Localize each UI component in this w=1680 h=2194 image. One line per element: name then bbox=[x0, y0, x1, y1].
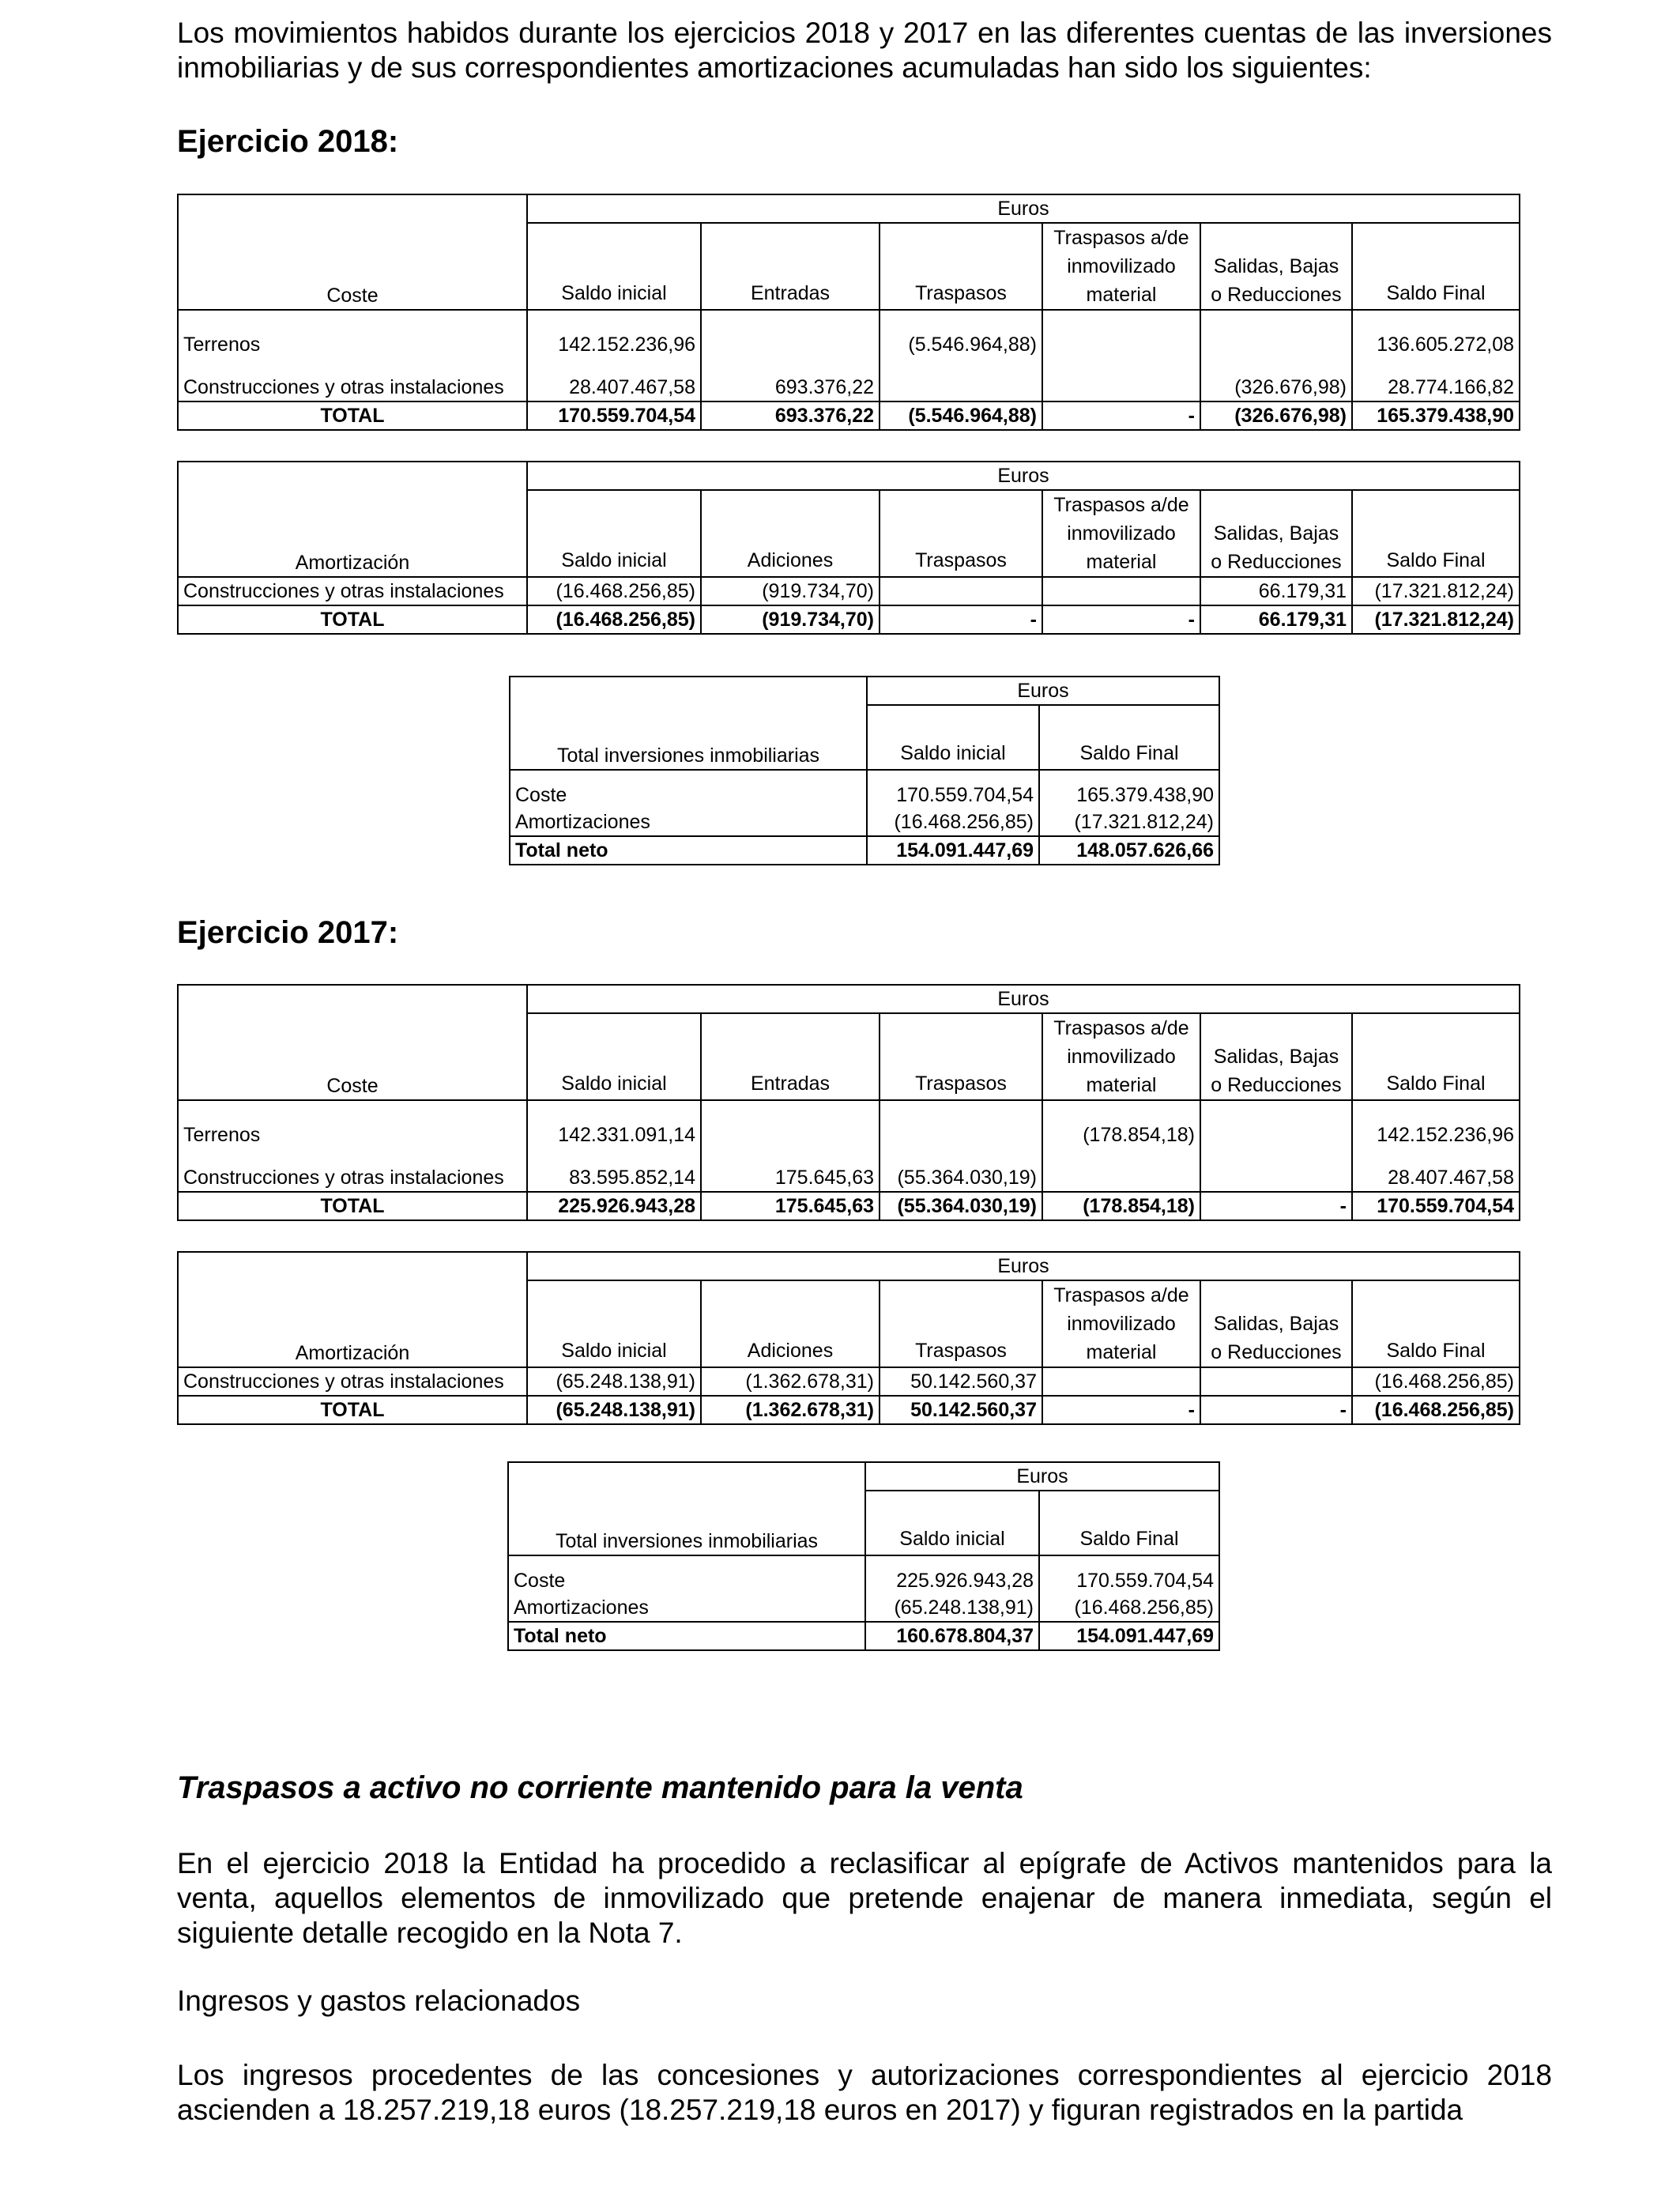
total-row: TOTAL 225.926.943,28 175.645,63 (55.364.030,19) (178.854,18) - 170.559.704,54 bbox=[178, 1192, 1520, 1220]
col-header-traspasos: Traspasos bbox=[880, 1013, 1042, 1100]
col-header-saldo-final: Saldo Final bbox=[1039, 705, 1219, 770]
col-header-concept: Coste bbox=[178, 194, 527, 310]
table-row: Terrenos 142.331.091,14 (178.854,18) 142.152.236,96 bbox=[178, 1100, 1520, 1148]
col-header-salidas: Salidas, Bajas o Reducciones bbox=[1200, 490, 1352, 577]
col-header-saldo-inicial: Saldo inicial bbox=[527, 490, 701, 577]
euros-header: Euros bbox=[527, 1252, 1520, 1280]
table-row: Construcciones y otras instalaciones (16.468.256,85) (919.734,70) 66.179,31 (17.321.812,24) bbox=[178, 577, 1520, 605]
col-header-traspasos-inmovilizado: Traspasos a/de inmovilizado material bbox=[1042, 1013, 1200, 1100]
col-header-adiciones: Adiciones bbox=[701, 1280, 880, 1367]
total-row: TOTAL 170.559.704,54 693.376,22 (5.546.964,88) - (326.676,98) 165.379.438,90 bbox=[178, 401, 1520, 430]
table-row: Construcciones y otras instalaciones (65.248.138,91) (1.362.678,31) 50.142.560,37 (16.468.256,85) bbox=[178, 1367, 1520, 1396]
col-header-salidas: Salidas, Bajas o Reducciones bbox=[1200, 223, 1352, 310]
col-header-traspasos-inmovilizado: Traspasos a/de inmovilizado material bbox=[1042, 1280, 1200, 1367]
total-row: Total neto 160.678.804,37 154.091.447,69 bbox=[508, 1622, 1219, 1650]
col-header-concept: Amortización bbox=[178, 1252, 527, 1367]
table-row: Construcciones y otras instalaciones 28.407.467,58 693.376,22 (326.676,98) 28.774.166,82 bbox=[178, 358, 1520, 401]
table-row: Amortizaciones (16.468.256,85) (17.321.812,24) bbox=[510, 809, 1219, 836]
col-header-traspasos: Traspasos bbox=[880, 490, 1042, 577]
total-row: TOTAL (16.468.256,85) (919.734,70) - - 66.179,31 (17.321.812,24) bbox=[178, 605, 1520, 634]
table-row: Coste 170.559.704,54 165.379.438,90 bbox=[510, 770, 1219, 809]
col-header-traspasos-inmovilizado: Traspasos a/de inmovilizado material bbox=[1042, 223, 1200, 310]
col-header-traspasos: Traspasos bbox=[880, 1280, 1042, 1367]
total-row: TOTAL (65.248.138,91) (1.362.678,31) 50.142.560,37 - - (16.468.256,85) bbox=[178, 1396, 1520, 1424]
col-header-adiciones: Adiciones bbox=[701, 490, 880, 577]
table-2017-total-inversiones bbox=[507, 1461, 1220, 1651]
intro-paragraph: Los movimientos habidos durante los ejercicios 2018 y 2017 en las diferentes cuentas de las inversiones inmobiliarias y de sus correspondientes amortizaciones acumuladas han sido los siguientes: bbox=[177, 17, 1552, 84]
col-header-salidas: Salidas, Bajas o Reducciones bbox=[1200, 1280, 1352, 1367]
col-header-saldo-inicial: Saldo inicial bbox=[527, 223, 701, 310]
ingresos-heading: Ingresos y gastos relacionados bbox=[177, 1985, 581, 2017]
table-2018-total-inversiones bbox=[509, 676, 1220, 865]
col-header-concept: Total inversiones inmobiliarias bbox=[510, 677, 867, 770]
table-2018-coste bbox=[177, 194, 1520, 431]
euros-header: Euros bbox=[527, 985, 1520, 1013]
total-row: Total neto 154.091.447,69 148.057.626,66 bbox=[510, 836, 1219, 865]
col-header-saldo-inicial: Saldo inicial bbox=[527, 1013, 701, 1100]
euros-header: Euros bbox=[527, 462, 1520, 490]
col-header-saldo-final: Saldo Final bbox=[1352, 1280, 1520, 1367]
table-2017-coste bbox=[177, 984, 1520, 1221]
table-row: Amortizaciones (65.248.138,91) (16.468.256,85) bbox=[508, 1594, 1219, 1622]
table-row: Coste 225.926.943,28 170.559.704,54 bbox=[508, 1555, 1219, 1594]
euros-header: Euros bbox=[527, 194, 1520, 223]
ingresos-paragraph: Los ingresos procedentes de las concesiones y autorizaciones correspondientes al ejercicio 2018 ascienden a 18.257.219,18 euros (18.257.219,18 euros en 2017) y figuran registrados en la partida bbox=[177, 2059, 1552, 2126]
col-header-saldo-inicial: Saldo inicial bbox=[527, 1280, 701, 1367]
col-header-entradas: Entradas bbox=[701, 1013, 880, 1100]
col-header-saldo-final: Saldo Final bbox=[1352, 223, 1520, 310]
col-header-saldo-inicial: Saldo inicial bbox=[865, 1491, 1039, 1555]
col-header-saldo-final: Saldo Final bbox=[1039, 1491, 1219, 1555]
table-2018-amortizacion bbox=[177, 461, 1520, 635]
table-2017-amortizacion bbox=[177, 1251, 1520, 1425]
table-row: Construcciones y otras instalaciones 83.595.852,14 175.645,63 (55.364.030,19) 28.407.467,58 bbox=[178, 1148, 1520, 1192]
euros-header: Euros bbox=[865, 1462, 1219, 1491]
table-row: Terrenos 142.152.236,96 (5.546.964,88) 136.605.272,08 bbox=[178, 310, 1520, 358]
heading-2017: Ejercicio 2017: bbox=[177, 915, 399, 950]
col-header-concept: Coste bbox=[178, 985, 527, 1100]
col-header-saldo-inicial: Saldo inicial bbox=[867, 705, 1039, 770]
col-header-traspasos: Traspasos bbox=[880, 223, 1042, 310]
col-header-saldo-final: Saldo Final bbox=[1352, 490, 1520, 577]
heading-2018: Ejercicio 2018: bbox=[177, 124, 399, 159]
col-header-traspasos-inmovilizado: Traspasos a/de inmovilizado material bbox=[1042, 490, 1200, 577]
col-header-saldo-final: Saldo Final bbox=[1352, 1013, 1520, 1100]
col-header-concept: Total inversiones inmobiliarias bbox=[508, 1462, 865, 1555]
col-header-salidas: Salidas, Bajas o Reducciones bbox=[1200, 1013, 1352, 1100]
traspasos-paragraph: En el ejercicio 2018 la Entidad ha procedido a reclasificar al epígrafe de Activos mantenidos para la venta, aquellos elementos de inmovilizado que pretende enajenar de manera inmediata, según el siguiente detalle recogido en la Nota 7. bbox=[177, 1847, 1552, 1949]
heading-traspasos: Traspasos a activo no corriente mantenido para la venta bbox=[177, 1770, 1023, 1805]
col-header-entradas: Entradas bbox=[701, 223, 880, 310]
col-header-concept: Amortización bbox=[178, 462, 527, 577]
euros-header: Euros bbox=[867, 677, 1219, 705]
